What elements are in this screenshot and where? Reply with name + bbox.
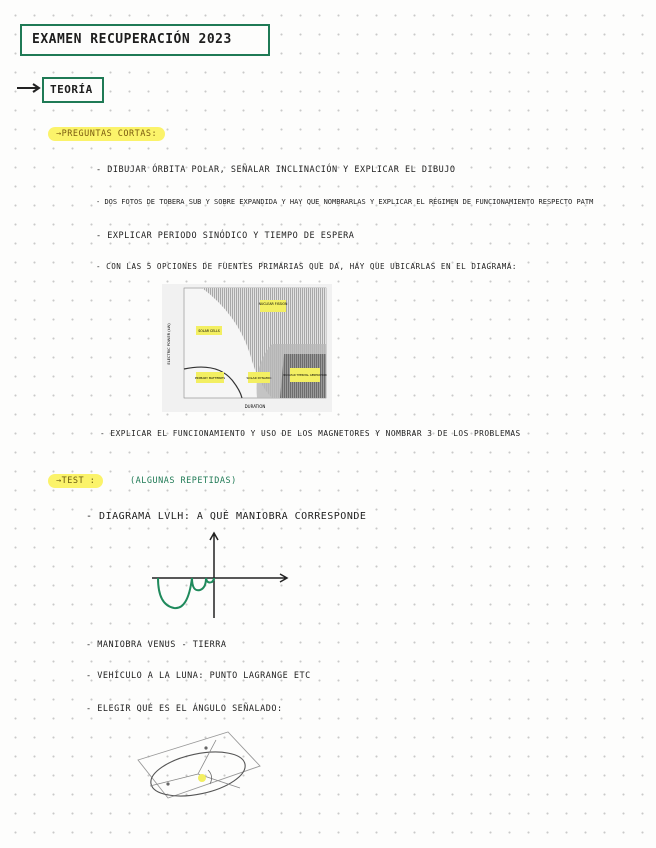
power-source-diagram	[162, 284, 332, 412]
arrow-icon: →	[56, 476, 62, 486]
theory-heading-box	[42, 77, 104, 103]
test-question-1: - DIAGRAMA LVLH: A QUÉ MANIOBRA CORRESPONDE	[86, 511, 367, 522]
theory-question-5: - EXPLICAR EL FUNCIONAMIENTO Y USO DE LOS MAGNETORES Y NOMBRAR 3 DE LOS PROBLEMAS	[100, 429, 521, 438]
test-question-4: - ELEGIR QUÉ ES EL ÁNGULO SEÑALADO:	[86, 704, 283, 714]
highlighted-angle-marker	[198, 774, 206, 782]
theory-question-4: - CON LAS 5 OPCIONES DE FUENTES PRIMARIAS QUE DA, HAY QUE UBICARLAS EN EL DIAGRAMA:	[96, 262, 517, 271]
test-question-3: - VEHÍCULO A LA LUNA: PUNTO LAGRANGE ETC	[86, 671, 311, 681]
test-note: (ALGUNAS REPETIDAS)	[130, 476, 237, 486]
theory-question-2: - DOS FOTOS DE TOBERA SUB Y SOBRE EXPANDIDA Y HAY QUE NOMBRARLAS Y EXPLICAR EL RÉGIMEN DE FUNCIONAMIENTO RESPECTO PATM	[96, 198, 594, 206]
arrow-icon: →	[56, 129, 62, 139]
page-title: EXAMEN RECUPERACIÓN 2023	[32, 32, 232, 47]
test-heading: →TEST :	[48, 474, 103, 488]
title-box	[20, 24, 270, 56]
diagram-x-axis-label: DURATION	[244, 404, 266, 409]
lvlh-sketch	[148, 530, 292, 622]
theory-question-1: - DIBUJAR ÓRBITA POLAR, SEÑALAR INCLINACIÓN Y EXPLICAR EL DIBUJO	[96, 165, 456, 175]
region-label-nuclear-fission: NUCLEAR FISSION	[258, 302, 288, 306]
region-label-primary-batteries: PRIMARY BATTERIES	[194, 376, 226, 380]
theory-question-3: - EXPLICAR PERIODO SINÓDICO Y TIEMPO DE ESPERA	[96, 231, 355, 241]
test-question-2: - MANIOBRA VENUS - TIERRA	[86, 640, 227, 650]
region-label-solar-cells: SOLAR CELLS	[198, 329, 220, 333]
arrow-icon	[16, 82, 42, 94]
short-questions-heading: →PREGUNTAS CORTAS:	[48, 127, 165, 141]
region-label-nuclear-thermal: NUCLEAR THERMAL GENERATION	[283, 374, 327, 377]
orbit-angle-sketch	[128, 726, 268, 810]
region-label-solar-dynamic: SOLAR DYNAMIC	[246, 376, 272, 380]
theory-heading: TEORÍA	[50, 83, 93, 96]
diagram-y-axis-label: ELECTRIC POWER (kW)	[167, 323, 171, 365]
